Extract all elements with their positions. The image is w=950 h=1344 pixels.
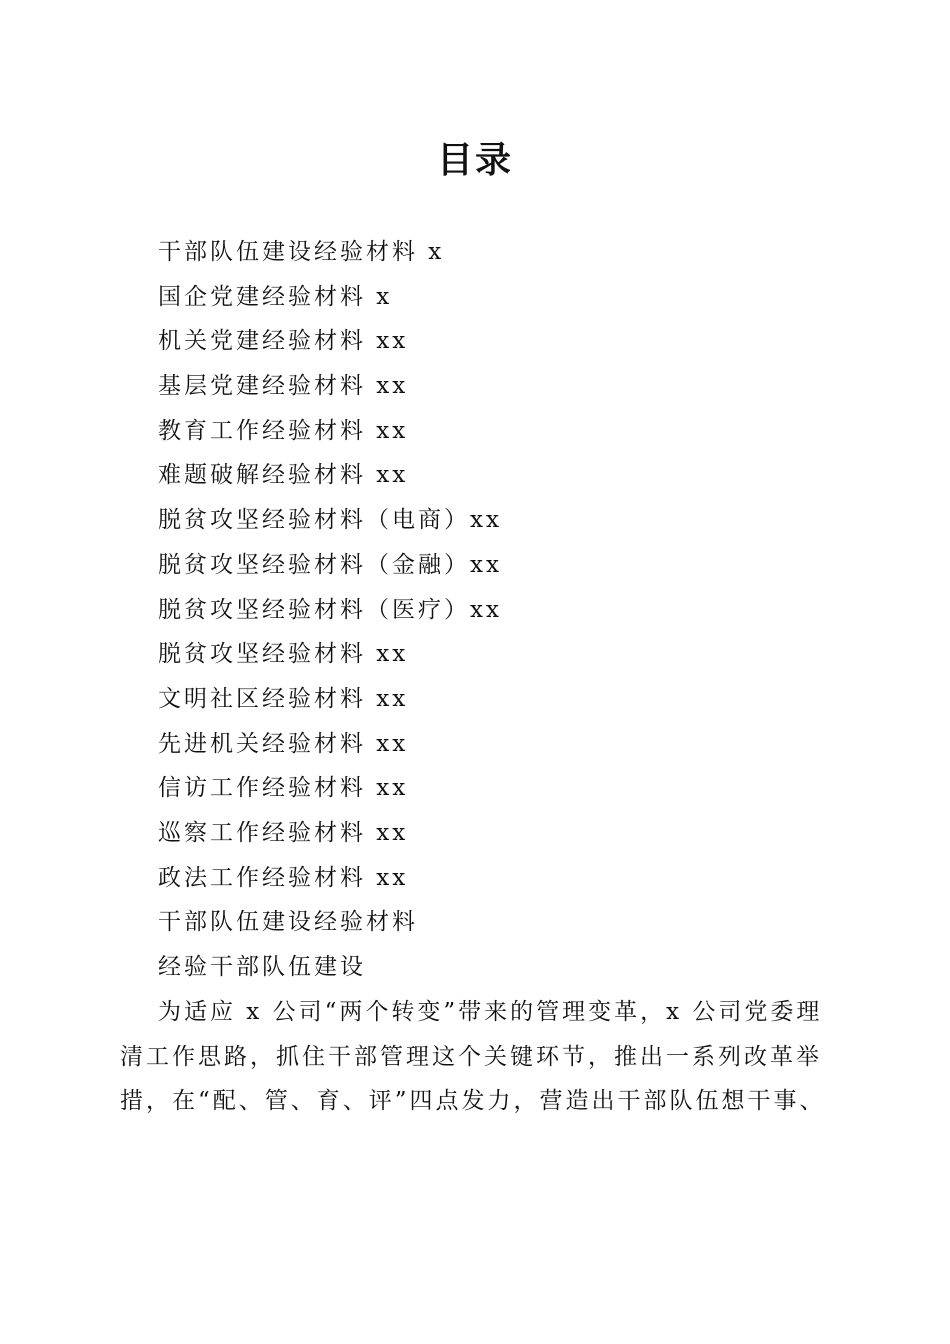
toc-item: 机关党建经验材料 xx [158, 328, 409, 355]
toc-item: 经验干部队伍建设 [158, 954, 366, 980]
toc-item: 干部队伍建设经验材料 [158, 909, 418, 936]
toc-item: 脱贫攻坚经验材料 xx [158, 641, 409, 668]
toc-item: 脱贫攻坚经验材料（金融）xx [158, 551, 502, 578]
toc-item: 巡察工作经验材料 xx [158, 819, 409, 846]
table-of-contents [158, 230, 502, 990]
toc-item: 教育工作经验材料 xx [158, 417, 409, 444]
toc-item: 先进机关经验材料 xx [158, 730, 409, 757]
page-title: 目录 [436, 139, 513, 181]
toc-item: 难题破解经验材料 xx [158, 462, 409, 489]
body-paragraph: 为适应 x 公司“两个转变”带来的管理变革，x 公司党委理清工作思路，抓住干部管理这个关键环节，推出一系列改革举措，在“配、管、育、评”四点发力，营造出干部队伍想干事、 [120, 999, 826, 1115]
toc-item: 脱贫攻坚经验材料（医疗）xx [158, 596, 502, 623]
toc-item: 文明社区经验材料 xx [158, 685, 409, 712]
toc-item: 脱贫攻坚经验材料（电商）xx [158, 507, 502, 534]
toc-item: 信访工作经验材料 xx [158, 775, 409, 802]
toc-item: 干部队伍建设经验材料 x [158, 239, 445, 265]
toc-item: 政法工作经验材料 xx [158, 864, 409, 891]
toc-item: 国企党建经验材料 x [158, 283, 393, 310]
toc-item: 基层党建经验材料 xx [158, 373, 409, 400]
